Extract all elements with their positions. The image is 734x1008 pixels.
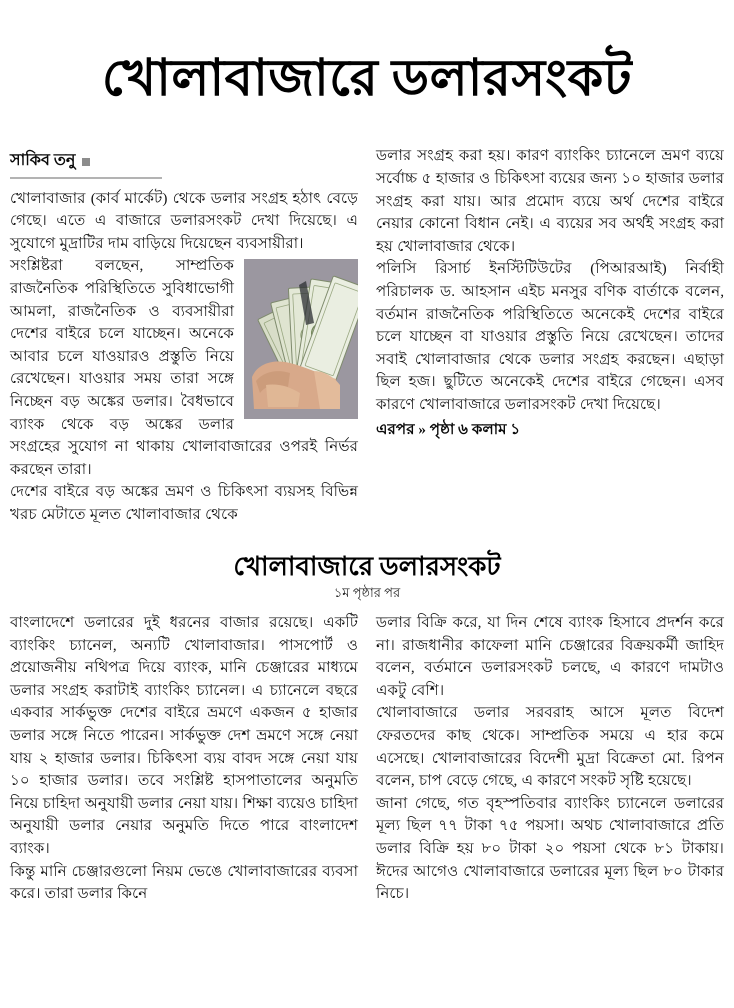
bottom-left-paragraph-2: কিন্তু মানি চেঞ্জারগুলো নিয়ম ভেঙে খোলাবাজারের ব্যবসা করে। তারা ডলার কিনে (10, 862, 358, 903)
right-paragraph-1: ডলার সংগ্রহ করা হয়। কারণ ব্যাংকিং চ্যানেলে ভ্রমণ ব্যয়ে সর্বোচ্চ ৫ হাজার ও চিকিৎসা ব্যয়ের জন্য ১০ হাজার ডলার সংগ্রহ করা যায়। আর প্রমোদ ব্যয়ে অর্থ দেশের বাইরে নেয়ার কোনো বিধান নেই। এ ব্যয়ের সব অর্থই সংগ্রহ করা হয় খোলাবাজার থেকে। (376, 147, 724, 255)
left-paragraph-2: সংশ্লিষ্টরা বলছেন, সাম্প্রতিক রাজনৈতিক পরিস্থিতিতে সুবিধাভোগী আমলা, রাজনৈতিক ও ব্যবসায়ীরা দেশের বাইরে চলে যাচ্ছেন। অনেকে আবার চলে যাওয়ারও প্রস্তুতি নিয়ে রেখেছেন। যাওয়ার সময় তারা সঙ্গে নিচ্ছেন বড় অঙ্কের ডলার। বৈধভাবে ব্যাংক থেকে বড় অঙ্কের ডলার সংগ্রহের সুযোগ না থাকায় খোলাবাজারের ওপরই নির্ভর করছেন তারা। (10, 257, 358, 478)
bottom-left-paragraph-1: বাংলাদেশে ডলারের দুই ধরনের বাজার রয়েছে। একটি ব্যাংকিং চ্যানেল, অন্যটি খোলাবাজার। পাসপোর্ট ও প্রয়োজনীয় নথিপত্র দিয়ে ব্যাংক, মানি চেঞ্জারের মাধ্যমে ডলার সংগ্রহ করাটাই ব্যাংকিং চ্যানেল। এ চ্যানেলে বছরে একবার সার্কভুক্ত দেশের বাইরে ভ্রমণে একজন ৫ হাজার ডলার সঙ্গে নিতে পারেন। সার্কভুক্ত দেশ ভ্রমণে সঙ্গে নেয়া যায় ২ হাজার ডলার। চিকিৎসা ব্যয় বাবদ সঙ্গে নেয়া যায় ১০ হাজার ডলার। তবে সংশ্লিষ্ট হাসপাতালের অনুমতি নিয়ে চাহিদা অনুযায়ী ডলার নেয়া যায়। শিক্ষা ব্যয়েও চাহিদা অনুযায়ী ডলার নেয়ার অনুমতি দিতে পারে বাংলাদেশ ব্যাংক। (10, 614, 358, 857)
byline-square-icon (82, 158, 90, 166)
byline-row (10, 151, 178, 176)
continuation-note: এরপর » পৃষ্ঠা ৬ কলাম ১ (376, 420, 521, 438)
bottom-columns (10, 612, 724, 906)
article-section-top (10, 34, 724, 526)
section-subtitle: ১ম পৃষ্ঠার পর (333, 585, 401, 601)
bottom-right-paragraph-3: জানা গেছে, গত বৃহস্পতিবার ব্যাংকিং চ্যানেলে ডলারের মূল্য ছিল ৭৭ টাকা ৭৫ পয়সা। অথচ খোলাবাজারে প্রতি ডলার বিক্রি হয় ৮০ টাকা ২০ পয়সা থেকে ৮১ টাকায়। ঈদের আগেও খোলাবাজারে ডলারের মূল্য ছিল ৮০ টাকার নিচে। (376, 794, 724, 903)
left-paragraph-3: দেশের বাইরে বড় অঙ্কের ভ্রমণ ও চিকিৎসা ব্যয়সহ বিভিন্ন খরচ মেটাতে মূলত খোলাবাজার থেকে (10, 483, 358, 523)
article-section-continued (10, 552, 724, 905)
top-left-column (10, 145, 358, 526)
hand-holding-dollars-photo (244, 259, 358, 419)
bottom-right-paragraph-1: ডলার বিক্রি করে, যা দিন শেষে ব্যাংক হিসাবে প্রদর্শন করে না। রাজধানীর কাফেলা মানি চেঞ্জারের বিক্রয়কর্মী জাহিদ বলেন, বর্তমানে ডলারসংকট চলছে, এ কারণে দামটাও একটু বেশি। (376, 614, 724, 699)
section-title: খোলাবাজারে ডলারসংকট (233, 552, 501, 582)
page-title: খোলাবাজারে ডলারসংকট (101, 51, 633, 108)
bottom-right-paragraph-2: খোলাবাজারে ডলার সরবরাহ আসে মূলত বিদেশ ফেরতদের কাছ থেকে। সাম্প্রতিক সময়ে এ হার কমে এসেছে। খোলাবাজারের বিদেশী মুদ্রা বিক্রেতা মো. রিপন বলেন, চাপ বেড়ে গেছে, এ কারণে সংকট সৃষ্টি হয়েছে। (376, 704, 724, 790)
bottom-right-column (376, 612, 724, 906)
byline-author: সাকিব তনু (10, 152, 76, 170)
byline (10, 151, 178, 178)
lead-paragraph: খোলাবাজার (কার্ব মার্কেট) থেকে ডলার সংগ্রহ হঠাৎ বেড়ে গেছে। এতে এ বাজারে ডলারসংকট দেখা দিয়েছে। এ সুযোগে মুদ্রাটির দাম বাড়িয়ে দিয়েছেন ব্যবসায়ীরা। (10, 189, 358, 252)
right-paragraph-2: পলিসি রিসার্চ ইনস্টিটিউটের (পিআরআই) নির্বাহী পরিচালক ড. আহসান এইচ মনসুর বণিক বার্তাকে বলেন, বর্তমান রাজনৈতিক পরিস্থিতিতে অনেকেই দেশের বাইরে চলে যাচ্ছেন বা যাওয়ার প্রস্তুতি নিয়ে রেখেছেন। তাদের সবাই খোলাবাজার থেকে ডলার সংগ্রহ করছেন। এছাড়া ছিল হজ। ছুটিতে অনেকেই দেশের বাইরে গেছেন। এসব কারণে খোলাবাজারে ডলারসংকট দেখা দিয়েছে। (376, 260, 724, 413)
article-photo-wrap (244, 259, 358, 419)
bottom-left-column (10, 612, 358, 906)
top-columns (10, 145, 724, 526)
newspaper-page (0, 34, 734, 1008)
top-right-column (376, 145, 724, 441)
byline-divider (10, 177, 162, 179)
